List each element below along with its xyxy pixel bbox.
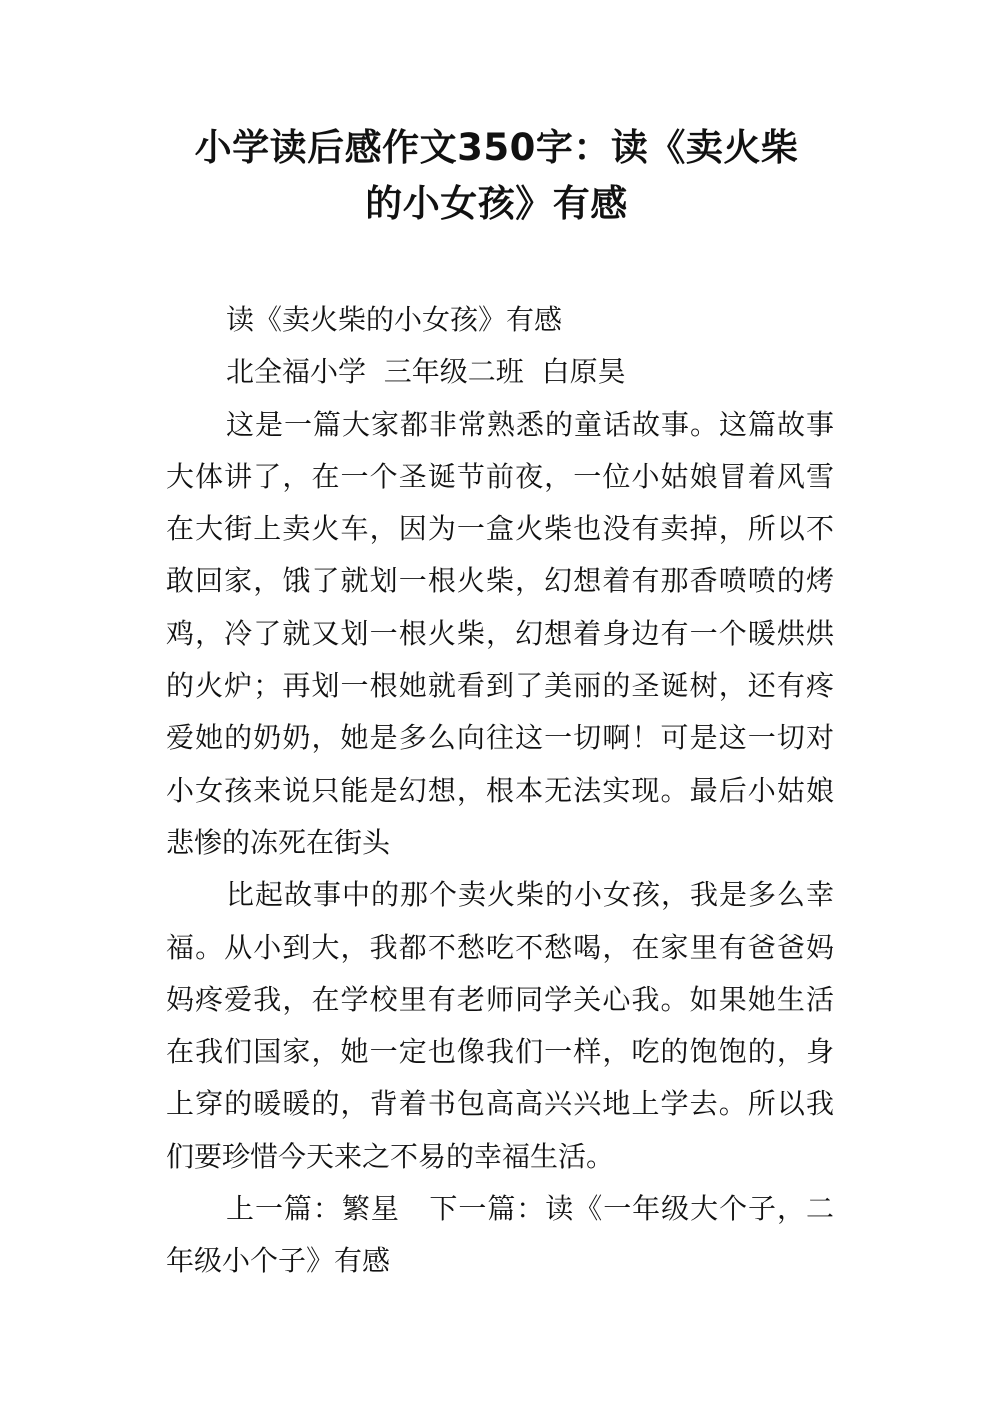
document-body — [166, 294, 834, 1288]
document-title — [150, 120, 843, 232]
author-line: 北全福小学 三年级二班 白原昊 — [226, 355, 626, 389]
prev-next-navigation: 上一篇：繁星 下一篇：读《一年级大个子，二年级小个子》有感 — [166, 1192, 834, 1278]
body-paragraph-2: 比起故事中的那个卖火柴的小女孩，我是多么幸福。从小到大，我都不愁吃不愁喝，在家里有爸爸妈妈疼爱我，在学校里有老师同学关心我。如果她生活在我们国家，她一定也像我们一样，吃的饱饱的，身上穿的暖暖的，背着书包高高兴兴地上学去。所以我们要珍惜今天来之不易的幸福生活。 — [166, 878, 834, 1173]
title-line-1: 小学读后感作文350字：读《卖火柴 — [194, 126, 799, 169]
body-paragraph-1: 这是一篇大家都非常熟悉的童话故事。这篇故事大体讲了，在一个圣诞节前夜，一位小姑娘冒着风雪在大街上卖火车，因为一盒火柴也没有卖掉，所以不敢回家，饿了就划一根火柴，幻想着有那香喷喷的烤鸡，冷了就又划一根火柴，幻想着身边有一个暖烘烘的火炉；再划一根她就看到了美丽的圣诞树，还有疼爱她的奶奶，她是多么向往这一切啊！可是这一切对小女孩来说只能是幻想，根本无法实现。最后小姑娘悲惨的冻死在街头 — [166, 407, 834, 859]
essay-subtitle: 读《卖火柴的小女孩》有感 — [226, 303, 563, 336]
title-line-2: 的小女孩》有感 — [365, 182, 628, 225]
